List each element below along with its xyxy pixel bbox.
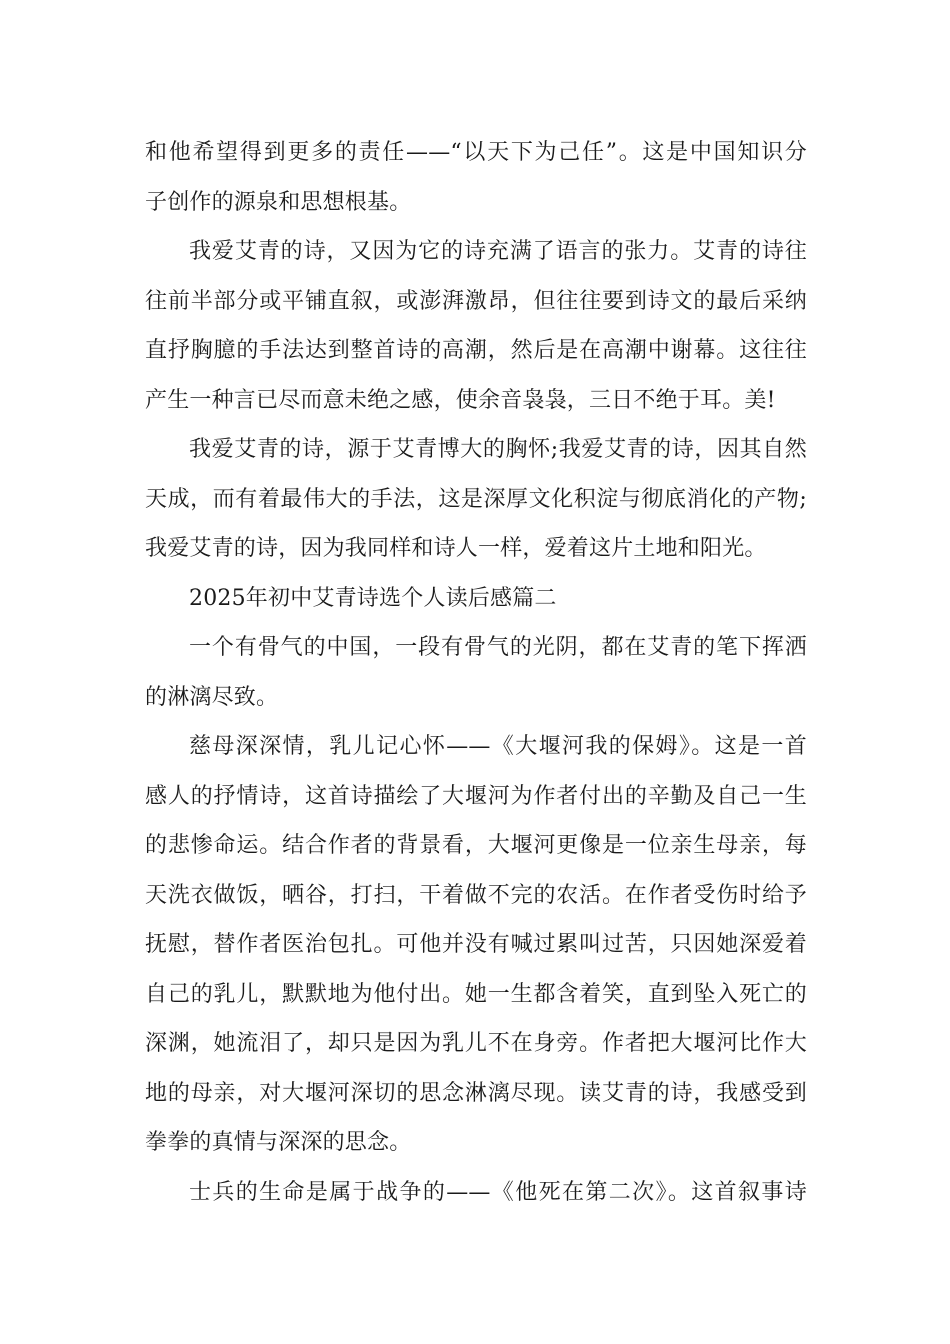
text-line: 产生一种言已尽而意未绝之感，使余音袅袅，三日不绝于耳。美! [145, 387, 776, 413]
text-line: 我爱艾青的诗，因为我同样和诗人一样，爱着这片土地和阳光。 [145, 536, 767, 561]
text-line: 地的母亲，对大堰河深切的思念淋漓尽现。读艾青的诗，我感受到 [145, 1080, 807, 1106]
text-line: 的悲惨命运。结合作者的背景看，大堰河更像是一位亲生母亲，每 [145, 833, 807, 858]
text-line: 慈母深深情，乳儿记心怀——《大堰河我的保姆》。这是一首 [189, 734, 807, 759]
document-body [145, 128, 807, 1217]
text-line: 天成，而有着最伟大的手法，这是深厚文化积淀与彻底消化的产物; [145, 486, 807, 512]
text-line: 自己的乳儿，默默地为他付出。她一生都含着笑，直到坠入死亡的 [145, 981, 807, 1007]
text-line: 天洗衣做饭，晒谷，打扫，干着做不完的农活。在作者受伤时给予 [145, 882, 807, 908]
text-line: 直抒胸臆的手法达到整首诗的高潮，然后是在高潮中谢幕。这往往 [145, 338, 807, 363]
text-line: 一个有骨气的中国，一段有骨气的光阴，都在艾青的笔下挥洒 [189, 635, 807, 660]
text-line: 感人的抒情诗，这首诗描绘了大堰河为作者付出的辛勤及自己一生 [145, 783, 807, 809]
text-line: 子创作的源泉和思想根基。 [145, 189, 412, 215]
text-line: 和他希望得到更多的责任——“以天下为己任”。这是中国知识分 [145, 140, 807, 165]
text-line: 我爱艾青的诗，源于艾青博大的胸怀;我爱艾青的诗，因其自然 [189, 437, 807, 462]
text-line: 抚慰，替作者医治包扎。可他并没有喊过累叫过苦，只因她深爱着 [145, 932, 807, 957]
section-heading: 2025年初中艾青诗选个人读后感篇二 [189, 585, 557, 611]
text-line: 往前半部分或平铺直叙，或澎湃激昂，但往往要到诗文的最后采纳 [145, 288, 807, 314]
text-line: 的淋漓尽致。 [145, 684, 279, 710]
text-line: 深渊，她流泪了，却只是因为乳儿不在身旁。作者把大堰河比作大 [145, 1031, 807, 1056]
text-line: 士兵的生命是属于战争的——《他死在第二次》。这首叙事诗 [189, 1179, 807, 1205]
text-line: 我爱艾青的诗，又因为它的诗充满了语言的张力。艾青的诗往 [189, 239, 807, 264]
text-line: 拳拳的真情与深深的思念。 [145, 1130, 412, 1155]
